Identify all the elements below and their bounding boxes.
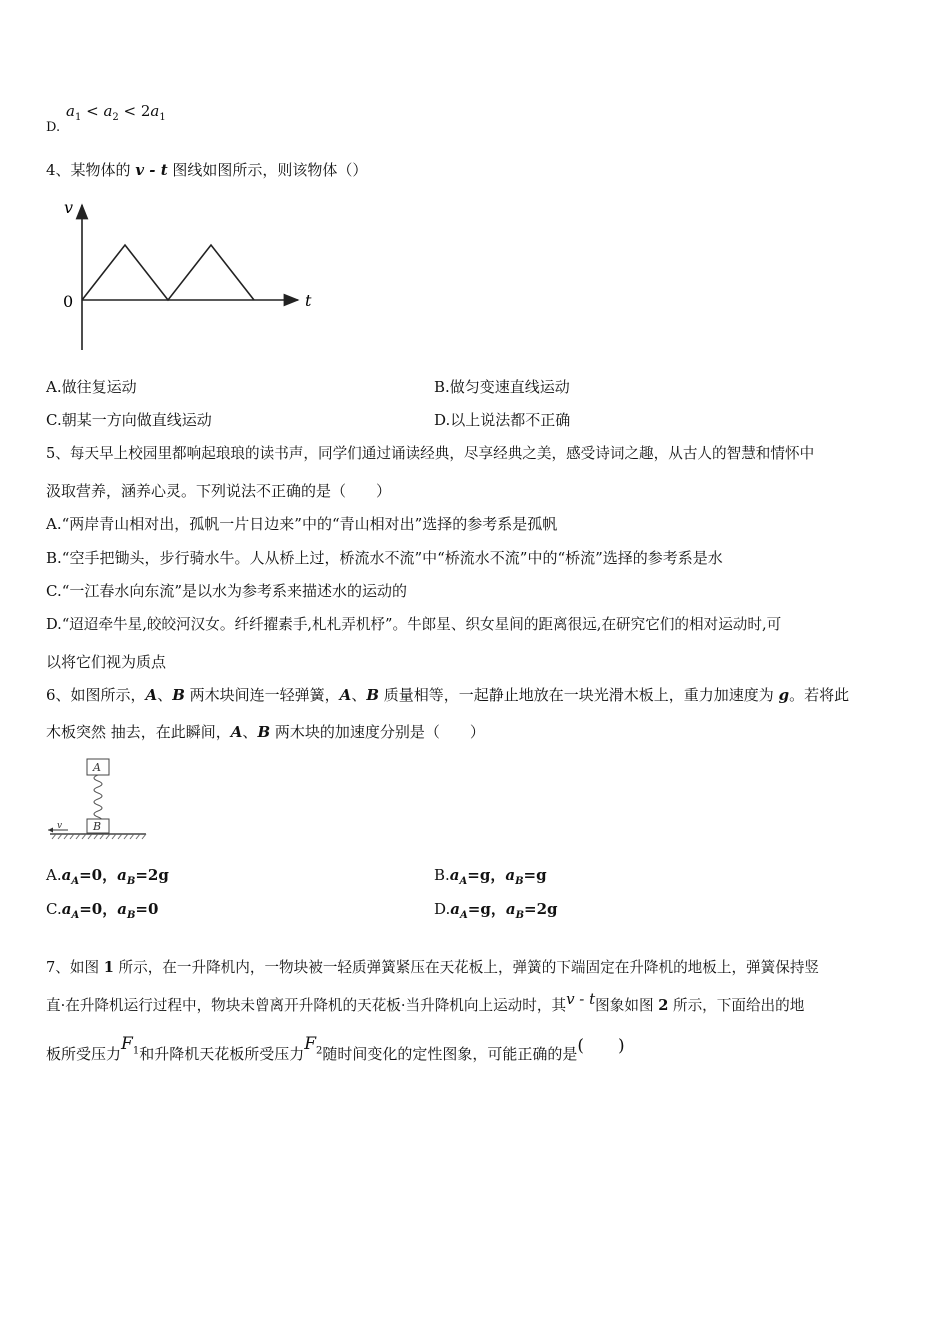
velocity-label: v — [57, 821, 63, 831]
q7-s3-paren: ( ) — [577, 1036, 625, 1056]
q7-s3-f1: F — [121, 1034, 133, 1054]
q7-s3b: 和升降机天花板所受压力 — [139, 1045, 305, 1063]
y-axis-label: v — [64, 198, 74, 217]
q4-stem-pre: 4、某物体的 — [46, 161, 136, 179]
q4-option-c[interactable]: C.朝某一方向做直线运动 — [46, 411, 212, 429]
q6-opt-d-bval: =2g — [524, 900, 558, 918]
q6-opt-d-bsub: B — [515, 910, 525, 921]
q5-stem-line1: 5、每天早上校园里都响起琅琅的读书声，同学们通过诵读经典，尽享经典之美，感受诗词之趣，从古人的智慧和情怀中 — [46, 445, 815, 462]
q7-s3c: 随时间变化的定性图象，可能正确的是 — [322, 1045, 578, 1063]
q7-s3-f2: F — [304, 1034, 316, 1054]
q6-opt-d-aval: =g， — [467, 900, 506, 918]
q6-opt-d-b: a — [505, 900, 516, 918]
expr-lt: < — [81, 102, 104, 120]
q4-stem — [46, 160, 367, 180]
q6-s1e: 质量相等，一起静止地放在一块光滑木板上，重力加速度为 — [379, 686, 779, 704]
q5-option-c[interactable]: C.“一江春水向东流”是以水为参考系来描述水的运动的 — [46, 582, 408, 600]
q7-s2a: 直·在升降机运行过程中，物块未曾离开升降机的天花板·当升降机向上运动时，其 — [46, 997, 567, 1014]
q6-opt-a-asub: A — [71, 876, 80, 887]
q3-option-d — [46, 116, 60, 138]
q6-spring-figure — [44, 755, 154, 845]
q4-stem-post: 图线如图所示，则该物体（） — [167, 161, 368, 179]
q6-option-d[interactable] — [434, 899, 558, 926]
q6-s1f: 。若将此 — [789, 686, 850, 704]
q6-stem-line2 — [46, 722, 485, 742]
q5-option-d-line1[interactable]: D.“迢迢牵牛星,皎皎河汉女。纤纤擢素手,札札弄机杼”。牛郎星、织女星间的距离很远,在研究它们的相对运动时,可 — [46, 616, 782, 633]
q6-s1a: 6、如图所示， — [46, 686, 146, 704]
q6-s2c: 两木块的加速度分别是（ ） — [270, 723, 485, 741]
q6-opt-b-aval: =g， — [467, 866, 506, 884]
q7-s2b: 图象如图 — [595, 997, 659, 1014]
q6-opt-d-label: D. — [434, 900, 451, 918]
q6-opt-b-a: a — [449, 866, 460, 884]
q6-s1d: 、 — [351, 686, 367, 704]
board-hatch — [52, 834, 146, 839]
q6-s1c: 两木块间连一轻弹簧， — [184, 686, 340, 704]
q5-option-a[interactable]: A.“两岸青山相对出，孤帆一片日边来”中的“青山相对出”选择的参考系是孤帆 — [46, 515, 558, 533]
q6-s2a: 木板突然 抽去，在此瞬间， — [46, 723, 231, 741]
q6-opt-b-asub: A — [459, 876, 468, 887]
q4-option-a[interactable]: A.做往复运动 — [46, 378, 137, 396]
q6-stem-line1 — [46, 685, 849, 705]
vt-line — [82, 245, 254, 300]
q6-opt-a-bsub: B — [126, 876, 136, 887]
x-axis-label: t — [305, 291, 312, 310]
q6-s1-B: B — [172, 686, 185, 704]
q6-opt-c-bsub: B — [126, 910, 136, 921]
q6-s2-B: B — [257, 723, 271, 741]
q6-opt-c-aval: =0， — [79, 900, 118, 918]
q7-s3-f1sub: 1 — [132, 1045, 140, 1057]
spring — [94, 775, 102, 823]
block-a-label: A — [93, 761, 101, 774]
q4-stem-var: v - t — [135, 161, 168, 179]
q7-s1-n1: 1 — [103, 959, 114, 976]
q6-option-b[interactable] — [434, 865, 547, 892]
q4-option-b[interactable]: B.做匀变速直线运动 — [434, 378, 570, 396]
q6-s1-B2: B — [366, 686, 380, 704]
expr-sub3: 1 — [159, 112, 166, 123]
q6-s1-A: A — [145, 686, 158, 704]
q6-opt-c-label: C. — [46, 900, 62, 918]
q6-opt-b-label: B. — [434, 866, 450, 884]
q7-s2-var: v - t — [566, 990, 596, 1008]
q6-s2b: 、 — [242, 723, 258, 741]
q6-opt-a-b: a — [117, 866, 127, 884]
q7-s1a: 7、如图 — [46, 959, 104, 976]
expr-sub1: 1 — [74, 112, 82, 123]
q6-s2-A: A — [230, 723, 243, 741]
q6-opt-c-a: a — [61, 900, 72, 918]
q7-stem-line3 — [46, 1034, 625, 1071]
q6-opt-c-b: a — [117, 900, 127, 918]
q7-s1b: 所示，在一升降机内，一物块被一轻质弹簧紧压在天花板上，弹簧的下端固定在升降机的地板上，弹簧保持竖 — [113, 959, 820, 976]
expr-b: a — [103, 102, 113, 120]
q6-opt-a-aval: =0， — [79, 866, 118, 884]
q6-opt-a-bval: =2g — [135, 866, 169, 884]
q6-opt-a-label: A. — [46, 866, 62, 884]
q6-s1b: 、 — [157, 686, 173, 704]
q7-s2-n2: 2 — [658, 997, 669, 1014]
q3-option-d-expression — [66, 102, 166, 123]
q6-opt-b-bsub: B — [515, 876, 524, 887]
q6-opt-a-a: a — [61, 866, 72, 884]
q7-stem-line2 — [46, 990, 805, 1016]
q4-vt-graph — [55, 195, 315, 360]
q7-s2c: 所示，下面给出的地 — [668, 997, 805, 1014]
expr-sub2: 2 — [112, 112, 119, 123]
q5-option-d-line2: 以将它们视为质点 — [46, 653, 167, 671]
q6-opt-b-bval: =g — [523, 866, 547, 884]
q6-opt-c-asub: A — [71, 910, 80, 921]
q7-s3a: 板所受压力 — [46, 1045, 122, 1063]
q4-option-d[interactable]: D.以上说法都不正确 — [434, 411, 571, 429]
q7-stem-line1 — [46, 958, 819, 978]
expr-a: a — [66, 102, 75, 120]
origin-label: 0 — [63, 292, 74, 311]
q6-s1-g: g — [778, 686, 790, 704]
q5-stem-line2: 汲取营养，涵养心灵。下列说法不正确的是（ ） — [46, 482, 392, 500]
block-b-label: B — [93, 820, 102, 833]
q5-option-b[interactable]: B.“空手把锄头，步行骑水牛。人从桥上过，桥流水不流”中“桥流水不流”中的“桥流”选择的参考系是水 — [46, 549, 723, 567]
q6-opt-d-a: a — [450, 900, 460, 918]
q3-option-d-label: D. — [46, 120, 61, 135]
expr-lt2: < 2 — [118, 102, 151, 120]
q7-s3-f2sub: 2 — [316, 1045, 323, 1057]
q6-opt-c-bval: =0 — [135, 900, 159, 918]
q6-option-c[interactable] — [46, 899, 158, 926]
velocity-arrowhead — [48, 828, 53, 833]
q6-option-a[interactable] — [46, 865, 169, 892]
q6-opt-d-asub: A — [460, 910, 468, 921]
expr-c: a — [150, 102, 160, 120]
q6-opt-b-b: a — [505, 866, 516, 884]
q6-s1-A2: A — [339, 686, 352, 704]
